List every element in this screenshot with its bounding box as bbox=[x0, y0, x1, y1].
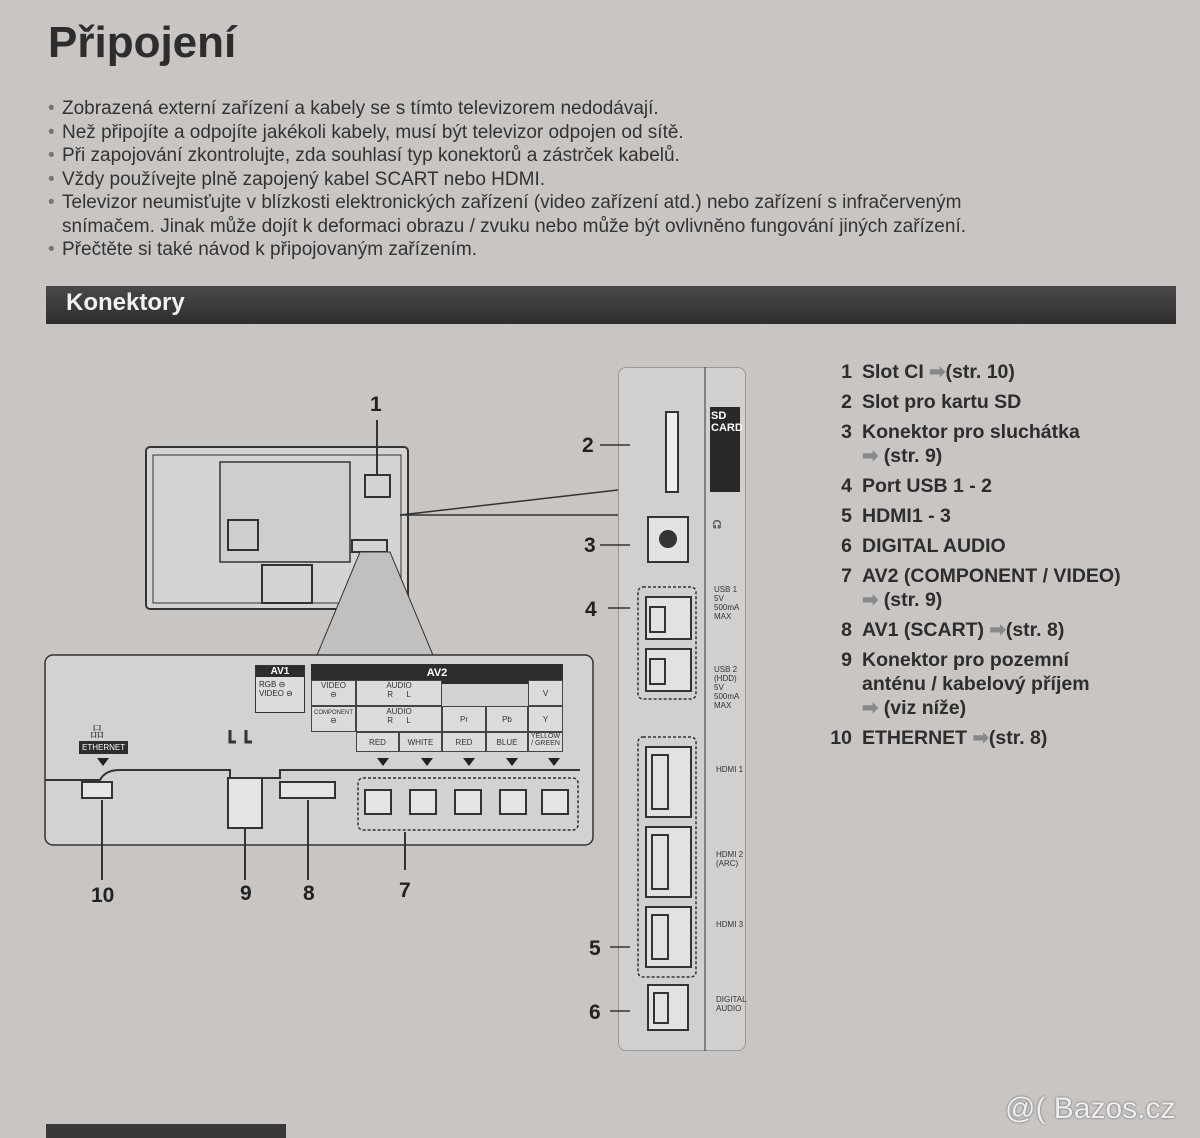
usb2-label: USB 2 (HDD) 5V 500mA MAX bbox=[714, 665, 739, 710]
page-title: Připojení bbox=[48, 18, 237, 67]
video-label: VIDEO bbox=[259, 689, 284, 698]
red-label: RED bbox=[356, 732, 399, 752]
legend-item: 10 ETHERNET ➡ (str. 8) bbox=[822, 723, 1121, 753]
audio-label-2: AUDIO R L bbox=[356, 706, 442, 732]
sd-card-label: SD CARD bbox=[711, 410, 743, 434]
connector-legend: 1 Slot CI ➡ (str. 10) 2 Slot pro kartu SD 3 Konektor pro sluchátka ➡ (str. 9) 4 Port USB 1 - 2 5 HDMI1 - 3 6 DIGITAL AUDIO 7 AV2 (COMPONENT / VIDEO) ➡ (str. 9) 8 AV1 (SCART) ➡ (str. 8) 9 Konektor pro pozemní anténu / kabelový příjem ➡ (viz níže) 10 ETHERNET ➡ (str. 8) bbox=[822, 357, 1121, 753]
y-label: Y bbox=[528, 706, 563, 732]
av1-label-box: AV1 RGB ⊖ VIDEO ⊖ bbox=[255, 665, 305, 713]
v-label: V bbox=[528, 680, 563, 706]
arrow-icon: ➡ bbox=[929, 361, 946, 383]
headphone-icon: 🎧 bbox=[712, 520, 722, 529]
legend-item: 2 Slot pro kartu SD bbox=[841, 391, 1022, 413]
callout-9: 9 bbox=[240, 882, 252, 905]
digital-audio-label: DIGITAL AUDIO bbox=[716, 995, 747, 1013]
callout-7: 7 bbox=[399, 879, 411, 902]
arrow-icon: ➡ bbox=[862, 697, 879, 719]
section-header: Konektory bbox=[46, 286, 1176, 324]
legend-item: 5 HDMI1 - 3 bbox=[841, 505, 951, 527]
arrow-icon: ➡ bbox=[989, 619, 1006, 641]
callout-6: 6 bbox=[589, 1001, 601, 1024]
arrow-icon: ➡ bbox=[862, 589, 879, 611]
ethernet-label: ETHERNET bbox=[79, 741, 128, 754]
legend-item: 6 DIGITAL AUDIO bbox=[841, 535, 1006, 557]
yellow-green-label: YELLOW / GREEN bbox=[528, 732, 563, 752]
av2-title: AV2 bbox=[311, 664, 563, 684]
audio-label: AUDIO R L bbox=[356, 680, 442, 706]
legend-item: 4 Port USB 1 - 2 bbox=[841, 475, 993, 497]
bullet: • Při zapojování zkontrolujte, zda souhlasí typ konektorů a zástrček kabelů. bbox=[48, 144, 966, 168]
callout-10: 10 bbox=[91, 884, 115, 907]
callout-2: 2 bbox=[582, 434, 594, 457]
bullet: • Než připojíte a odpojíte jakékoli kabely, musí být televizor odpojen od sítě. bbox=[48, 121, 966, 145]
pr-label: Pr bbox=[442, 706, 486, 732]
bullet: • Vždy používejte plně zapojený kabel SCART nebo HDMI. bbox=[48, 168, 966, 192]
arrow-icon: ➡ bbox=[972, 727, 989, 749]
callout-1: 1 bbox=[370, 393, 382, 416]
legend-item: 3 Konektor pro sluchátka bbox=[841, 421, 1080, 443]
callout-4: 4 bbox=[585, 598, 597, 621]
legend-item: 1 Slot CI ➡ (str. 10) bbox=[822, 357, 1121, 387]
blue-label: BLUE bbox=[486, 732, 528, 752]
red-label-2: RED bbox=[442, 732, 486, 752]
component-input-label: COMPONENT ⊖ bbox=[311, 706, 356, 732]
legend-item: 9 Konektor pro pozemní bbox=[841, 649, 1069, 671]
network-icon: 品 bbox=[90, 724, 104, 740]
bullet: • Televizor neumisťujte v blízkosti elektronických zařízení (video zařízení atd.) nebo zařízení s infračerveným bbox=[48, 191, 966, 215]
callout-3: 3 bbox=[584, 534, 596, 557]
white-label: WHITE bbox=[399, 732, 442, 752]
callout-5: 5 bbox=[589, 937, 601, 960]
av1-title: AV1 bbox=[256, 666, 304, 677]
bullet-list bbox=[48, 97, 966, 262]
hdmi2-label: HDMI 2 (ARC) bbox=[716, 850, 744, 868]
watermark: @( Bazos.cz bbox=[1005, 1092, 1176, 1125]
bullet: • Zobrazená externí zařízení a kabely se s tímto televizorem nedodávají. bbox=[48, 97, 966, 121]
bullet: • Přečtěte si také návod k připojovaným zařízením. bbox=[48, 238, 966, 262]
pb-label: Pb bbox=[486, 706, 528, 732]
hdmi3-label: HDMI 3 bbox=[716, 920, 744, 929]
video-input-label: VIDEO ⊖ bbox=[311, 680, 356, 706]
usb1-label: USB 1 5V 500mA MAX bbox=[714, 585, 739, 621]
callout-8: 8 bbox=[303, 882, 315, 905]
legend-item: 8 AV1 (SCART) ➡ (str. 8) bbox=[822, 615, 1121, 645]
rgb-label: RGB bbox=[259, 680, 277, 689]
legend-item: 7 AV2 (COMPONENT / VIDEO) bbox=[841, 565, 1121, 587]
bullet-continuation: snímačem. Jinak může dojít k deformaci obrazu / zvuku nebo může být ovlivněno fungování jiných zařízení. bbox=[62, 215, 967, 237]
callout-lines bbox=[600, 440, 630, 1020]
hdmi1-label: HDMI 1 bbox=[716, 765, 744, 774]
arrow-icon: ➡ bbox=[862, 445, 879, 467]
